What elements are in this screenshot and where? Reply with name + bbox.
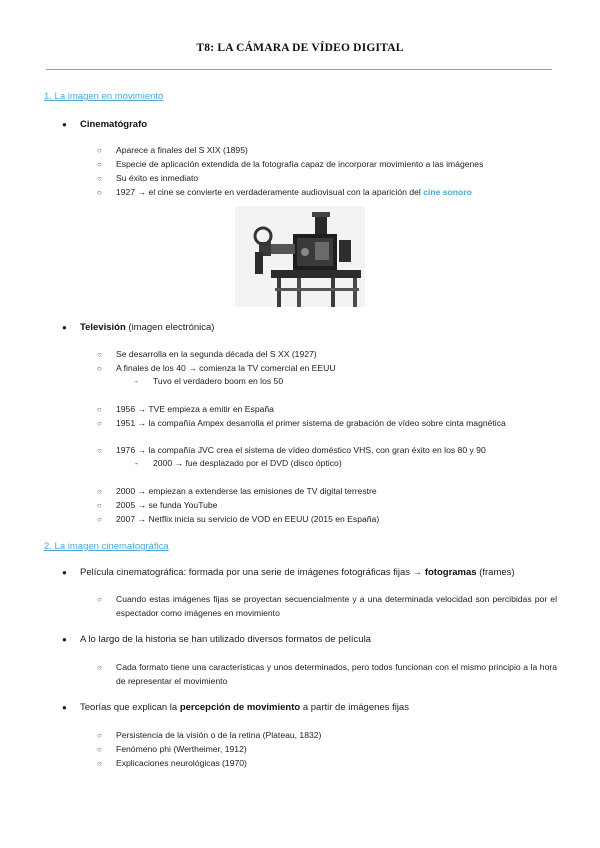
circle-bullet: ○ bbox=[97, 595, 102, 604]
list-item-text: 2000 → empiezan a extenderse las emisiones de TV digital terrestre bbox=[116, 486, 377, 496]
dash-bullet: - bbox=[135, 376, 138, 386]
television-label: Televisión bbox=[80, 322, 126, 333]
list-item bbox=[99, 729, 557, 743]
circle-bullet: ○ bbox=[97, 446, 102, 455]
list-item-text: Cuando estas imágenes fijas se proyectan secuencialmente y a una determinada velocidad son percibidas por el espectador como imágenes en movimiento bbox=[116, 594, 557, 618]
list-item bbox=[99, 172, 557, 186]
circle-bullet: ○ bbox=[97, 174, 102, 183]
television-label-rest: (imagen electrónica) bbox=[125, 322, 215, 333]
projector-photo bbox=[235, 206, 365, 307]
list-item-text: Su éxito es inmediato bbox=[116, 173, 199, 183]
list-item bbox=[99, 403, 557, 417]
cinematografo-label: Cinematógrafo bbox=[80, 119, 148, 130]
sub-list-item-text: 2000 → fue desplazado por el DVD (disco óptico) bbox=[153, 458, 342, 468]
list-item-text bbox=[116, 186, 557, 200]
list-item-text: Cada formato tiene una características y unos determinados, pero todos funcionan con el mismo principio a la hora de representar el movimiento bbox=[116, 662, 557, 686]
bullet-dot: ● bbox=[62, 703, 67, 712]
circle-bullet: ○ bbox=[97, 663, 102, 672]
dash-bullet: - bbox=[135, 458, 138, 468]
sub-list-item-text: Tuvo el verdadero boom en los 50 bbox=[153, 376, 284, 386]
circle-bullet: ○ bbox=[97, 364, 102, 373]
teorias-line bbox=[80, 702, 409, 713]
percepcion-bold: percepción de movimiento bbox=[179, 702, 301, 713]
document-title: T8: LA CÁMARA DE VÍDEO DIGITAL bbox=[196, 42, 404, 54]
list-item-text: 1956 → TVE empieza a emitir en España bbox=[116, 404, 274, 414]
title-divider bbox=[46, 69, 552, 70]
list-item-text: Persistencia de la visión o de la retina (Plateau, 1832) bbox=[116, 730, 322, 740]
cine-sonoro-highlight: cine sonoro bbox=[423, 187, 472, 197]
list-item bbox=[99, 661, 557, 688]
pelicula-post: (frames) bbox=[476, 567, 515, 578]
pelicula-line bbox=[80, 567, 515, 578]
circle-bullet: ○ bbox=[97, 405, 102, 414]
list-item-text: 2007 → Netflix inicia su servicio de VOD en EEUU (2015 en España) bbox=[116, 514, 380, 524]
circle-bullet: ○ bbox=[97, 188, 102, 197]
list-item-text: A finales de los 40 → comienza la TV comercial en EEUU bbox=[116, 363, 336, 373]
bullet-dot: ● bbox=[62, 120, 67, 129]
list-item bbox=[99, 144, 557, 158]
pelicula-pre: Película cinematográfica: formada por una serie de imágenes fotográficas fijas → bbox=[80, 567, 425, 578]
circle-bullet: ○ bbox=[97, 160, 102, 169]
list-item-text: Se desarrolla en la segunda década del S XX (1927) bbox=[116, 349, 317, 359]
bullet-dot: ● bbox=[62, 323, 67, 332]
list-item-text: Especie de aplicación extendida de la fotografía capaz de incorporar movimiento a las imágenes bbox=[116, 159, 484, 169]
bullet-dot: ● bbox=[62, 635, 67, 644]
circle-bullet: ○ bbox=[97, 731, 102, 740]
bullet-dot: ● bbox=[62, 568, 67, 577]
circle-bullet: ○ bbox=[97, 146, 102, 155]
teorias-pre: Teorías que explican la bbox=[80, 702, 180, 713]
list-item-text: Explicaciones neurológicas (1970) bbox=[116, 758, 247, 768]
list-item-text: 1976 → la compañía JVC crea el sistema de vídeo doméstico VHS, con gran éxito en los 80 y 90 bbox=[116, 445, 486, 455]
section-2-heading[interactable]: 2. La imagen cinematográfica bbox=[44, 541, 169, 552]
circle-bullet: ○ bbox=[97, 419, 102, 428]
list-item bbox=[99, 444, 557, 458]
list-item bbox=[99, 348, 557, 362]
teorias-post: a partir de imágenes fijas bbox=[300, 702, 409, 713]
list-item-text: Fenómeno phi (Wertheimer, 1912) bbox=[116, 744, 247, 754]
list-item-text: Aparece a finales del S XIX (1895) bbox=[116, 145, 248, 155]
list-item bbox=[99, 593, 557, 620]
circle-bullet: ○ bbox=[97, 759, 102, 768]
formatos-text: A lo largo de la historia se han utilizado diversos formatos de película bbox=[80, 634, 371, 645]
list-item bbox=[99, 362, 557, 376]
list-item bbox=[99, 757, 557, 771]
section-1-heading[interactable]: 1. La imagen en movimiento bbox=[44, 91, 164, 102]
list-item bbox=[99, 158, 557, 172]
television-line bbox=[80, 322, 214, 333]
list-item bbox=[99, 499, 557, 513]
list-item bbox=[99, 186, 557, 200]
list-item bbox=[99, 513, 557, 527]
circle-bullet: ○ bbox=[97, 515, 102, 524]
circle-bullet: ○ bbox=[97, 487, 102, 496]
circle-bullet: ○ bbox=[97, 350, 102, 359]
circle-bullet: ○ bbox=[97, 501, 102, 510]
list-item-text: 2005 → se funda YouTube bbox=[116, 500, 218, 510]
list-item bbox=[99, 485, 557, 499]
list-item bbox=[99, 417, 557, 431]
list-item-text: 1951 → la compañía Ampex desarrolla el primer sistema de grabación de vídeo sobre cinta magnética bbox=[116, 418, 506, 428]
list-item bbox=[99, 743, 557, 757]
circle-bullet: ○ bbox=[97, 745, 102, 754]
cine-sonoro-pre: 1927 → el cine se convierte en verdaderamente audiovisual con la aparición del bbox=[116, 187, 424, 197]
fotogramas-bold: fotogramas bbox=[424, 567, 477, 578]
